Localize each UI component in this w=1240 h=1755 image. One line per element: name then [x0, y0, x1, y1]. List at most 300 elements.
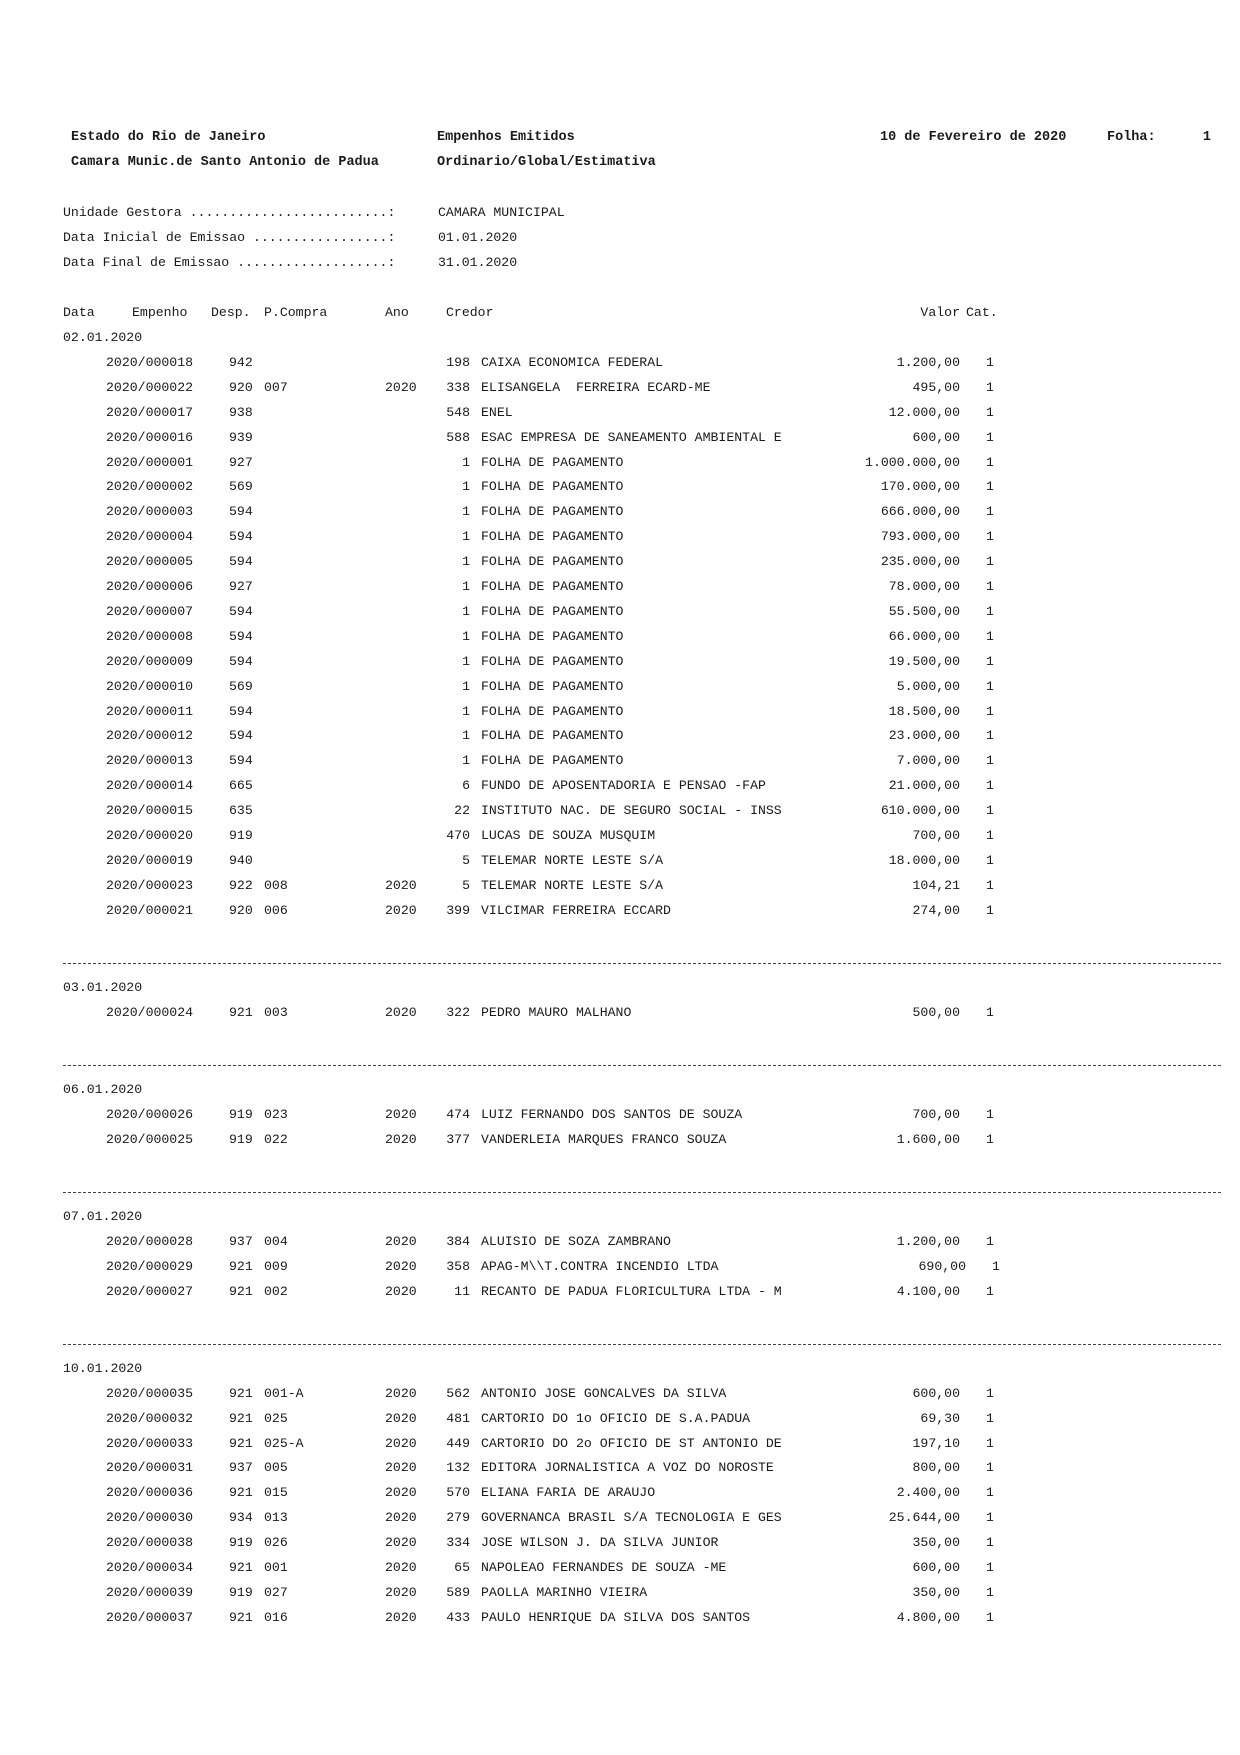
cell-empenho: 2020/000017 [106, 404, 194, 420]
cell-ano: 2020 [385, 1131, 417, 1147]
cell-desp: 594 [229, 628, 253, 644]
cell-ano: 2020 [385, 1609, 417, 1625]
cell-ano: 2020 [385, 1510, 417, 1526]
table-row [0, 1411, 1240, 1433]
cell-valor: 800,00 [912, 1460, 960, 1476]
table-row [0, 455, 1240, 477]
cell-desp: 942 [229, 354, 253, 370]
cell-valor: 235.000,00 [880, 554, 960, 570]
cell-valor: 19.500,00 [888, 653, 960, 669]
date-group-separator [63, 1344, 1221, 1345]
table-row [0, 479, 1240, 501]
cell-empenho: 2020/000023 [106, 877, 194, 893]
cell-desp: 594 [229, 529, 253, 545]
cell-credor: TELEMAR NORTE LESTE S/A [481, 852, 664, 868]
cell-empenho: 2020/000031 [106, 1460, 194, 1476]
meta-line [0, 205, 1240, 227]
cell-credor-code: 1 [462, 479, 470, 495]
cell-desp: 569 [229, 678, 253, 694]
cell-valor: 170.000,00 [880, 479, 960, 495]
cell-credor: ESAC EMPRESA DE SANEAMENTO AMBIENTAL E [481, 429, 782, 445]
cell-valor: 600,00 [912, 1560, 960, 1576]
cell-credor: FOLHA DE PAGAMENTO [481, 454, 624, 470]
cell-valor: 5.000,00 [896, 678, 960, 694]
cell-desp: 920 [229, 902, 253, 918]
cell-valor: 700,00 [912, 1106, 960, 1122]
cell-empenho: 2020/000038 [106, 1535, 194, 1551]
cell-valor: 12.000,00 [888, 404, 960, 420]
cell-credor: FOLHA DE PAGAMENTO [481, 479, 624, 495]
cell-empenho: 2020/000013 [106, 753, 194, 769]
group-date: 07.01.2020 [63, 1208, 143, 1224]
cell-cat: 1 [986, 354, 994, 370]
date-group-separator [63, 1192, 1221, 1193]
cell-pcompra: 002 [264, 1283, 288, 1299]
cell-desp: 594 [229, 703, 253, 719]
cell-credor: FOLHA DE PAGAMENTO [481, 728, 624, 744]
cell-credor-code: 1 [462, 728, 470, 744]
col-ano: Ano [385, 305, 409, 320]
cell-credor-code: 1 [462, 628, 470, 644]
cell-credor-code: 1 [462, 653, 470, 669]
cell-pcompra: 023 [264, 1106, 288, 1122]
table-row [0, 878, 1240, 900]
cell-cat: 1 [986, 1460, 994, 1476]
cell-empenho: 2020/000014 [106, 778, 194, 794]
sheet-label: Folha: [1107, 130, 1156, 145]
table-row [0, 629, 1240, 651]
cell-valor: 274,00 [912, 902, 960, 918]
cell-valor: 350,00 [912, 1584, 960, 1600]
cell-valor: 69,30 [920, 1410, 960, 1426]
table-row [0, 604, 1240, 626]
cell-credor-code: 1 [462, 703, 470, 719]
cell-credor: FOLHA DE PAGAMENTO [481, 529, 624, 545]
table-row [0, 1436, 1240, 1458]
cell-desp: 934 [229, 1510, 253, 1526]
cell-ano: 2020 [385, 1410, 417, 1426]
cell-credor-code: 1 [462, 579, 470, 594]
table-row [0, 1535, 1240, 1557]
cell-cat: 1 [986, 902, 994, 918]
cell-valor: 66.000,00 [888, 628, 960, 644]
cell-credor-code: 474 [446, 1106, 470, 1122]
cell-credor-code: 1 [462, 603, 470, 619]
cell-credor: RECANTO DE PADUA FLORICULTURA LTDA - M [481, 1283, 782, 1299]
cell-valor: 104,21 [912, 877, 960, 893]
cell-credor: FOLHA DE PAGAMENTO [481, 603, 624, 619]
cell-empenho: 2020/000025 [106, 1131, 194, 1147]
table-row [0, 1610, 1240, 1632]
date-group-heading [0, 1082, 1240, 1104]
cell-cat: 1 [986, 778, 994, 794]
cell-pcompra: 009 [264, 1258, 288, 1274]
cell-desp: 938 [229, 404, 253, 420]
cell-cat: 1 [986, 852, 994, 868]
date-group-heading [0, 980, 1240, 1002]
cell-credor-code: 562 [446, 1385, 470, 1401]
cell-desp: 594 [229, 753, 253, 769]
col-desp: Desp. [211, 305, 251, 320]
cell-credor: CARTORIO DO 2o OFICIO DE ST ANTONIO DE [481, 1435, 782, 1451]
cell-credor-code: 322 [446, 1004, 470, 1020]
report-title: Empenhos Emitidos [437, 130, 575, 145]
cell-ano: 2020 [385, 379, 417, 395]
cell-desp: 921 [229, 1435, 253, 1451]
cell-desp: 635 [229, 803, 253, 819]
cell-ano: 2020 [385, 1004, 417, 1020]
cell-valor: 7.000,00 [896, 753, 960, 769]
cell-cat: 1 [986, 1560, 994, 1576]
meta-line [0, 255, 1240, 277]
cell-empenho: 2020/000027 [106, 1283, 194, 1299]
cell-cat: 1 [986, 1131, 994, 1147]
cell-credor: LUCAS DE SOUZA MUSQUIM [481, 828, 656, 843]
cell-credor: CARTORIO DO 1o OFICIO DE S.A.PADUA [481, 1410, 751, 1426]
cell-credor: NAPOLEAO FERNANDES DE SOUZA -ME [481, 1560, 727, 1576]
cell-empenho: 2020/000032 [106, 1410, 194, 1426]
cell-valor: 1.200,00 [896, 1233, 960, 1249]
cell-desp: 919 [229, 1584, 253, 1600]
cell-credor: TELEMAR NORTE LESTE S/A [481, 877, 664, 893]
cell-credor-code: 334 [446, 1535, 470, 1551]
cell-desp: 921 [229, 1258, 253, 1274]
meta-label: Unidade Gestora .........................: [63, 205, 396, 220]
cell-cat: 1 [986, 554, 994, 570]
column-header-row [0, 305, 1240, 327]
cell-desp: 927 [229, 454, 253, 470]
cell-ano: 2020 [385, 1435, 417, 1451]
cell-desp: 921 [229, 1004, 253, 1020]
cell-desp: 921 [229, 1609, 253, 1625]
meta-line [0, 230, 1240, 252]
cell-ano: 2020 [385, 877, 417, 893]
cell-valor: 1.600,00 [896, 1131, 960, 1147]
cell-empenho: 2020/000034 [106, 1560, 194, 1576]
cell-credor-code: 198 [446, 354, 470, 370]
cell-pcompra: 025 [264, 1410, 288, 1426]
cell-empenho: 2020/000037 [106, 1609, 194, 1625]
table-row [0, 579, 1240, 601]
cell-desp: 921 [229, 1283, 253, 1299]
cell-ano: 2020 [385, 1385, 417, 1401]
cell-pcompra: 007 [264, 379, 288, 395]
meta-value: 31.01.2020 [438, 255, 518, 270]
cell-credor: LUIZ FERNANDO DOS SANTOS DE SOUZA [481, 1106, 743, 1122]
table-row [0, 1284, 1240, 1306]
table-row [0, 679, 1240, 701]
cell-credor: FOLHA DE PAGAMENTO [481, 579, 624, 594]
cell-credor: FOLHA DE PAGAMENTO [481, 753, 624, 769]
date-group-separator [63, 1065, 1221, 1066]
cell-credor-code: 384 [446, 1233, 470, 1249]
cell-credor: ELIANA FARIA DE ARAUJO [481, 1485, 656, 1501]
cell-cat: 1 [986, 1609, 994, 1625]
cell-cat: 1 [986, 454, 994, 470]
cell-valor: 2.400,00 [896, 1485, 960, 1501]
cell-empenho: 2020/000001 [106, 454, 194, 470]
cell-cat: 1 [986, 753, 994, 769]
cell-empenho: 2020/000004 [106, 529, 194, 545]
cell-cat: 1 [986, 479, 994, 495]
table-row [0, 1485, 1240, 1507]
cell-cat: 1 [986, 579, 994, 594]
cell-empenho: 2020/000006 [106, 579, 194, 594]
cell-cat: 1 [986, 603, 994, 619]
table-row [0, 1259, 1240, 1281]
date-group-heading [0, 330, 1240, 352]
cell-empenho: 2020/000012 [106, 728, 194, 744]
cell-desp: 921 [229, 1385, 253, 1401]
cell-desp: 939 [229, 429, 253, 445]
table-row [0, 778, 1240, 800]
cell-credor-code: 358 [446, 1258, 470, 1274]
cell-empenho: 2020/000011 [106, 703, 194, 719]
cell-valor: 4.800,00 [896, 1609, 960, 1625]
cell-valor: 18.000,00 [888, 852, 960, 868]
cell-desp: 594 [229, 504, 253, 520]
table-row [0, 1585, 1240, 1607]
cell-desp: 594 [229, 728, 253, 744]
cell-empenho: 2020/000036 [106, 1485, 194, 1501]
cell-credor-code: 433 [446, 1609, 470, 1625]
table-row [0, 704, 1240, 726]
cell-credor-code: 279 [446, 1510, 470, 1526]
cell-credor: CAIXA ECONOMICA FEDERAL [481, 354, 664, 370]
cell-cat: 1 [986, 703, 994, 719]
sheet-number: 1 [1202, 130, 1211, 145]
cell-pcompra: 015 [264, 1485, 288, 1501]
cell-desp: 594 [229, 554, 253, 570]
cell-desp: 921 [229, 1410, 253, 1426]
cell-credor-code: 470 [446, 828, 470, 843]
cell-credor-code: 377 [446, 1131, 470, 1147]
cell-valor: 666.000,00 [880, 504, 960, 520]
cell-pcompra: 001 [264, 1560, 288, 1576]
cell-valor: 197,10 [912, 1435, 960, 1451]
cell-credor: PAULO HENRIQUE DA SILVA DOS SANTOS [481, 1609, 751, 1625]
table-row [0, 803, 1240, 825]
cell-credor-code: 588 [446, 429, 470, 445]
cell-credor: JOSE WILSON J. DA SILVA JUNIOR [481, 1535, 719, 1551]
cell-pcompra: 008 [264, 877, 288, 893]
cell-credor: ELISANGELA FERREIRA ECARD-ME [481, 379, 711, 395]
cell-credor-code: 1 [462, 529, 470, 545]
cell-desp: 921 [229, 1485, 253, 1501]
cell-credor-code: 548 [446, 404, 470, 420]
cell-valor: 600,00 [912, 429, 960, 445]
cell-valor: 1.000.000,00 [865, 454, 960, 470]
table-row [0, 1132, 1240, 1154]
cell-desp: 919 [229, 828, 253, 843]
table-row [0, 405, 1240, 427]
cell-desp: 937 [229, 1460, 253, 1476]
report-date: 10 de Fevereiro de 2020 [880, 130, 1067, 145]
cell-credor-code: 570 [446, 1485, 470, 1501]
cell-ano: 2020 [385, 1560, 417, 1576]
cell-pcompra: 027 [264, 1584, 288, 1600]
table-row [0, 1107, 1240, 1129]
cell-credor: FOLHA DE PAGAMENTO [481, 554, 624, 570]
cell-cat: 1 [986, 728, 994, 744]
cell-credor: FOLHA DE PAGAMENTO [481, 628, 624, 644]
cell-empenho: 2020/000005 [106, 554, 194, 570]
cell-empenho: 2020/000019 [106, 852, 194, 868]
cell-credor-code: 1 [462, 678, 470, 694]
cell-empenho: 2020/000022 [106, 379, 194, 395]
table-row [0, 554, 1240, 576]
table-row [0, 529, 1240, 551]
table-row [0, 753, 1240, 775]
cell-empenho: 2020/000007 [106, 603, 194, 619]
cell-pcompra: 006 [264, 902, 288, 918]
cell-credor-code: 1 [462, 504, 470, 520]
col-data: Data [63, 305, 95, 320]
cell-cat: 1 [986, 1385, 994, 1401]
cell-cat: 1 [986, 678, 994, 694]
cell-credor: PAOLLA MARINHO VIEIRA [481, 1584, 648, 1600]
group-date: 02.01.2020 [63, 330, 143, 345]
table-row [0, 728, 1240, 750]
table-row [0, 1386, 1240, 1408]
cell-ano: 2020 [385, 1283, 417, 1299]
date-group-separator [63, 963, 1221, 964]
cell-cat: 1 [986, 628, 994, 644]
cell-cat: 1 [986, 429, 994, 445]
cell-pcompra: 016 [264, 1609, 288, 1625]
cell-cat: 1 [986, 1535, 994, 1551]
cell-credor-code: 338 [446, 379, 470, 395]
cell-empenho: 2020/000002 [106, 479, 194, 495]
cell-valor: 78.000,00 [888, 579, 960, 594]
cell-cat: 1 [986, 1485, 994, 1501]
cell-empenho: 2020/000028 [106, 1233, 194, 1249]
cell-credor: FOLHA DE PAGAMENTO [481, 504, 624, 520]
cell-credor-code: 132 [446, 1460, 470, 1476]
cell-cat: 1 [986, 828, 994, 843]
cell-credor: FOLHA DE PAGAMENTO [481, 653, 624, 669]
cell-credor-code: 589 [446, 1584, 470, 1600]
cell-valor: 23.000,00 [888, 728, 960, 744]
cell-empenho: 2020/000008 [106, 628, 194, 644]
cell-cat: 1 [986, 379, 994, 395]
cell-credor-code: 399 [446, 902, 470, 918]
cell-pcompra: 004 [264, 1233, 288, 1249]
cell-empenho: 2020/000026 [106, 1106, 194, 1122]
cell-credor-code: 1 [462, 454, 470, 470]
meta-label: Data Inicial de Emissao .................: [63, 230, 396, 245]
cell-cat: 1 [986, 1004, 994, 1020]
cell-empenho: 2020/000039 [106, 1584, 194, 1600]
cell-desp: 919 [229, 1131, 253, 1147]
cell-desp: 919 [229, 1106, 253, 1122]
cell-valor: 600,00 [912, 1385, 960, 1401]
cell-credor: FUNDO DE APOSENTADORIA E PENSAO -FAP [481, 778, 766, 794]
cell-credor-code: 11 [454, 1283, 470, 1299]
cell-credor: ALUISIO DE SOZA ZAMBRANO [481, 1233, 671, 1249]
table-row [0, 1510, 1240, 1532]
cell-cat: 1 [986, 1233, 994, 1249]
cell-cat: 1 [986, 504, 994, 520]
cell-valor: 18.500,00 [888, 703, 960, 719]
cell-empenho: 2020/000020 [106, 828, 194, 843]
cell-credor-code: 449 [446, 1435, 470, 1451]
cell-empenho: 2020/000033 [106, 1435, 194, 1451]
cell-desp: 937 [229, 1233, 253, 1249]
table-row [0, 430, 1240, 452]
cell-ano: 2020 [385, 902, 417, 918]
cell-empenho: 2020/000018 [106, 354, 194, 370]
date-group-heading [0, 1361, 1240, 1383]
cell-credor: ANTONIO JOSE GONCALVES DA SILVA [481, 1385, 727, 1401]
table-row [0, 1005, 1240, 1027]
cell-valor: 500,00 [912, 1004, 960, 1020]
date-group-heading [0, 1209, 1240, 1231]
header-org: Camara Munic.de Santo Antonio de Padua [71, 155, 379, 170]
cell-valor: 793.000,00 [880, 529, 960, 545]
cell-credor-code: 22 [454, 803, 470, 819]
cell-ano: 2020 [385, 1485, 417, 1501]
col-credor: Credor [446, 305, 494, 320]
cell-valor: 55.500,00 [888, 603, 960, 619]
meta-value: 01.01.2020 [438, 230, 518, 245]
group-date: 06.01.2020 [63, 1081, 143, 1097]
meta-value: CAMARA MUNICIPAL [438, 205, 565, 220]
cell-valor: 25.644,00 [888, 1510, 960, 1526]
cell-empenho: 2020/000029 [106, 1258, 194, 1274]
cell-valor: 495,00 [912, 379, 960, 395]
table-row [0, 903, 1240, 925]
cell-credor: EDITORA JORNALISTICA A VOZ DO NOROSTE [481, 1460, 774, 1476]
cell-credor: VILCIMAR FERREIRA ECCARD [481, 902, 671, 918]
cell-valor: 350,00 [912, 1535, 960, 1551]
cell-empenho: 2020/000016 [106, 429, 194, 445]
cell-empenho: 2020/000030 [106, 1510, 194, 1526]
table-row [0, 1560, 1240, 1582]
cell-pcompra: 013 [264, 1510, 288, 1526]
cell-desp: 927 [229, 579, 253, 594]
cell-valor: 21.000,00 [888, 778, 960, 794]
cell-ano: 2020 [385, 1106, 417, 1122]
cell-desp: 665 [229, 778, 253, 794]
cell-valor: 610.000,00 [880, 803, 960, 819]
cell-credor-code: 481 [446, 1410, 470, 1426]
cell-valor: 4.100,00 [896, 1283, 960, 1299]
cell-desp: 922 [229, 877, 253, 893]
cell-ano: 2020 [385, 1258, 417, 1274]
cell-cat: 1 [986, 1106, 994, 1122]
cell-pcompra: 025-A [264, 1435, 304, 1451]
cell-credor: GOVERNANCA BRASIL S/A TECNOLOGIA E GES [481, 1510, 782, 1526]
col-valor: Valor [920, 305, 960, 320]
cell-credor: FOLHA DE PAGAMENTO [481, 703, 624, 719]
cell-credor-code: 5 [462, 877, 470, 893]
cell-ano: 2020 [385, 1233, 417, 1249]
cell-valor: 1.200,00 [896, 354, 960, 370]
cell-cat: 1 [986, 1510, 994, 1526]
cell-cat: 1 [986, 1584, 994, 1600]
cell-credor: ENEL [481, 404, 513, 420]
cell-credor: APAG-M\\T.CONTRA INCENDIO LTDA [481, 1258, 719, 1274]
cell-pcompra: 001-A [264, 1385, 304, 1401]
cell-desp: 940 [229, 852, 253, 868]
cell-credor-code: 1 [462, 554, 470, 570]
cell-desp: 919 [229, 1535, 253, 1551]
cell-cat: 1 [986, 1410, 994, 1426]
cell-valor: 700,00 [912, 828, 960, 843]
cell-desp: 594 [229, 603, 253, 619]
cell-empenho: 2020/000003 [106, 504, 194, 520]
